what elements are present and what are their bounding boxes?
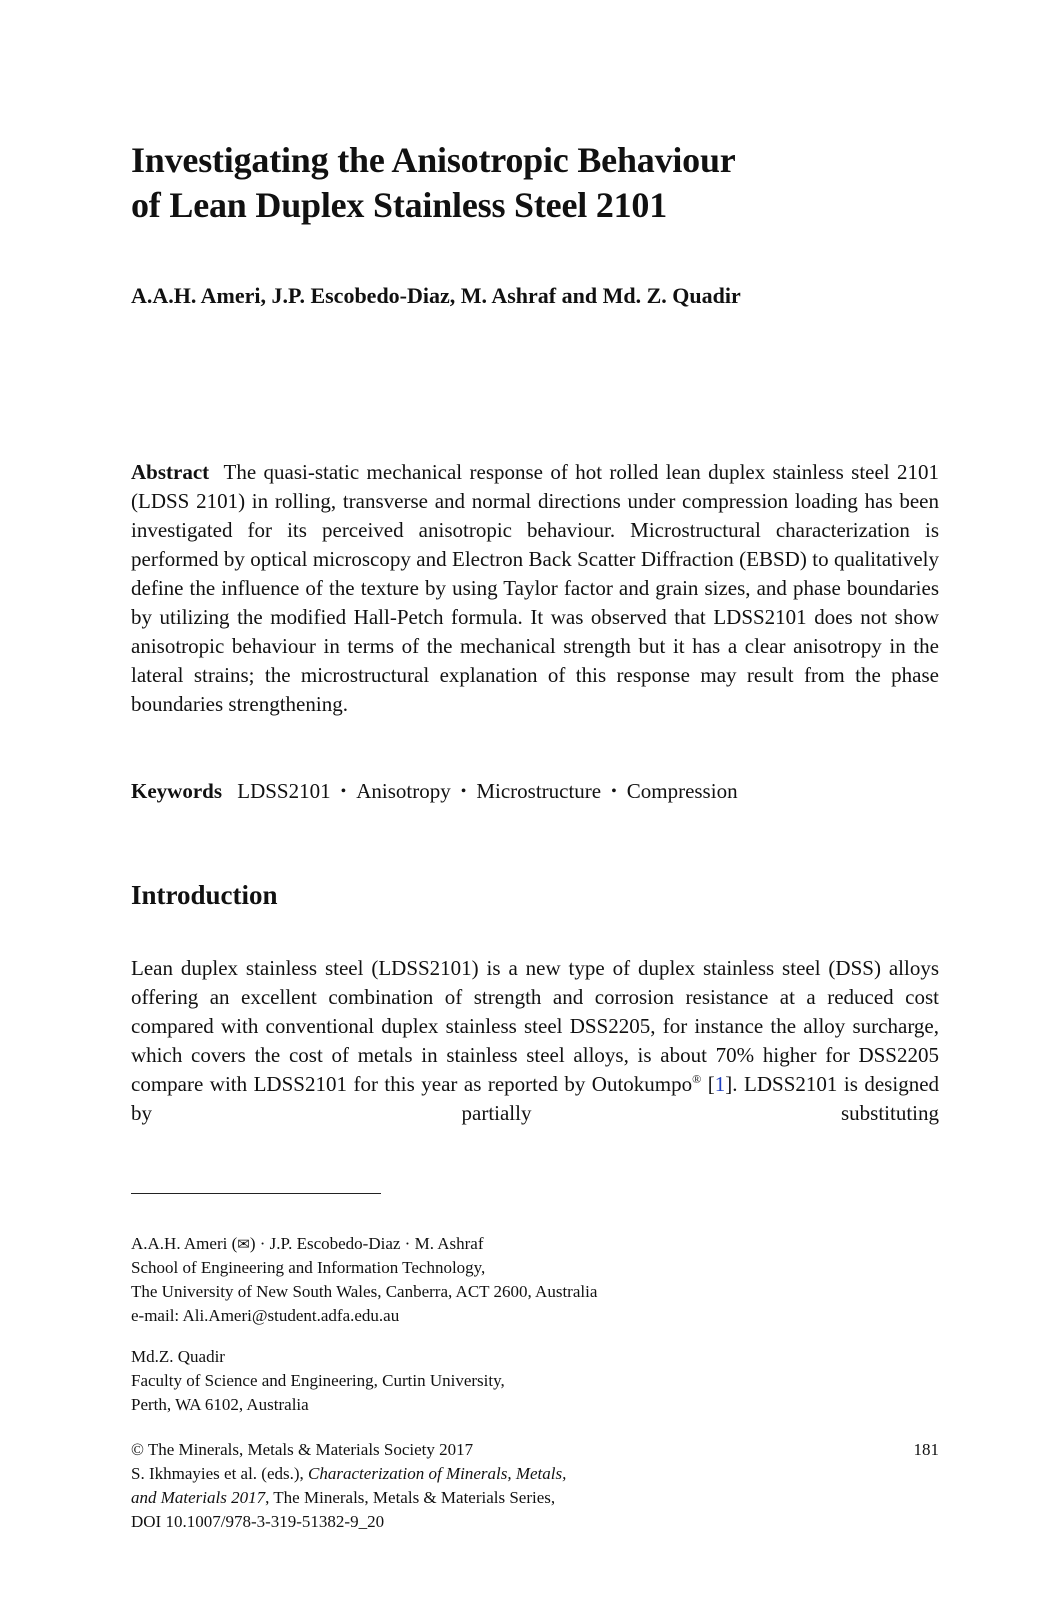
section-heading-introduction: Introduction — [131, 880, 278, 910]
keyword-separator: • — [611, 783, 617, 800]
affiliation-1-university: The University of New South Wales, Canberra, ACT 2600, Australia — [131, 1282, 598, 1301]
page-number: 181 — [913, 1440, 939, 1459]
title-line-1: Investigating the Anisotropic Behaviour — [131, 140, 736, 180]
affiliation-1-authors — [131, 1232, 597, 1256]
intro-text-part-2: . LDSS2101 is designed by partially substituting — [131, 1072, 940, 1125]
affiliation-1-email[interactable]: e-mail: Ali.Ameri@student.adfa.edu.au — [131, 1306, 400, 1325]
affiliation-1 — [131, 1232, 597, 1328]
doi[interactable]: DOI 10.1007/978-3-319-51382-9_20 — [131, 1512, 385, 1531]
affiliation-2-location: Perth, WA 6102, Australia — [131, 1395, 309, 1414]
footnote-divider — [131, 1193, 381, 1194]
citation-line-2 — [131, 1486, 939, 1510]
envelope-icon: ✉ — [237, 1235, 250, 1253]
abstract-label: Abstract — [131, 460, 210, 484]
affiliation-1-school: School of Engineering and Information Technology, — [131, 1258, 486, 1277]
introduction-paragraph — [131, 954, 939, 1128]
citation-series: , The Minerals, Metals & Materials Series, — [265, 1488, 556, 1507]
keyword-item: Microstructure — [476, 779, 602, 803]
keyword-separator: • — [460, 783, 467, 800]
keywords — [131, 779, 738, 804]
abstract — [131, 458, 939, 719]
affiliation-2-author: Md.Z. Quadir — [131, 1347, 225, 1366]
paper-title — [131, 138, 939, 228]
keyword-item: Compression — [626, 779, 738, 803]
citation-book-title-a: Characterization of Minerals, Metals, — [308, 1464, 567, 1483]
affiliation-2 — [131, 1345, 505, 1417]
publication-info — [131, 1438, 939, 1534]
title-line-2: of Lean Duplex Stainless Steel 2101 — [131, 185, 668, 225]
keywords-label: Keywords — [131, 779, 222, 803]
affiliation-2-faculty: Faculty of Science and Engineering, Curtin University, — [131, 1371, 505, 1390]
keyword-item: Anisotropy — [356, 779, 451, 803]
citation-editors: S. Ikhmayies et al. (eds.), — [131, 1464, 309, 1483]
keyword-separator: • — [340, 783, 347, 800]
author-list: A.A.H. Ameri, J.P. Escobedo-Diaz, M. Ashraf and Md. Z. Quadir — [131, 283, 741, 308]
citation-line-1 — [131, 1462, 939, 1486]
abstract-text: The quasi-static mechanical response of hot rolled lean duplex stainless steel 2101 (LDSS 2101) in rolling, transverse and normal directions under compression loading has been investigated for its perceived anisotropic behaviour. Microstructural characterization is performed by optical microscopy and Electron Back Scatter Diffraction (EBSD) to qualitatively define the influence of the texture by using Taylor factor and grain sizes, and phase boundaries by utilizing the modified Hall-Petch formula. It was observed that LDSS2101 does not show anisotropic behaviour in terms of the mechanical strength but it has a clear anisotropy in the lateral strains; the microstructural explanation of this response may result from the phase boundaries strengthening. — [131, 460, 939, 716]
keyword-item: LDSS2101 — [237, 779, 331, 803]
intro-text-part-1: Lean duplex stainless steel (LDSS2101) is a new type of duplex stainless steel (DSS) alloys offering an excellent combination of strength and corrosion resistance at a reduced cost compared with conventional duplex stainless steel DSS2205, for instance the alloy surcharge, which covers the cost of metals in stainless steel alloys, is about 70% higher for DSS2205 compare with LDSS2101 for this year as reported by Outokumpo — [131, 956, 939, 1096]
affiliation-1-author-a: A.A.H. Ameri ( — [131, 1234, 238, 1253]
reference-link-1[interactable]: 1 — [714, 1072, 726, 1096]
ref-close-bracket: ] — [725, 1072, 733, 1096]
copyright-line: © The Minerals, Metals & Materials Society 2017 — [131, 1440, 474, 1459]
ref-open-bracket: [ — [707, 1072, 715, 1096]
affiliation-1-author-b: ) · J.P. Escobedo-Diaz · M. Ashraf — [249, 1234, 484, 1253]
registered-mark: ® — [692, 1072, 702, 1086]
citation-book-title-b: and Materials 2017 — [131, 1488, 266, 1507]
